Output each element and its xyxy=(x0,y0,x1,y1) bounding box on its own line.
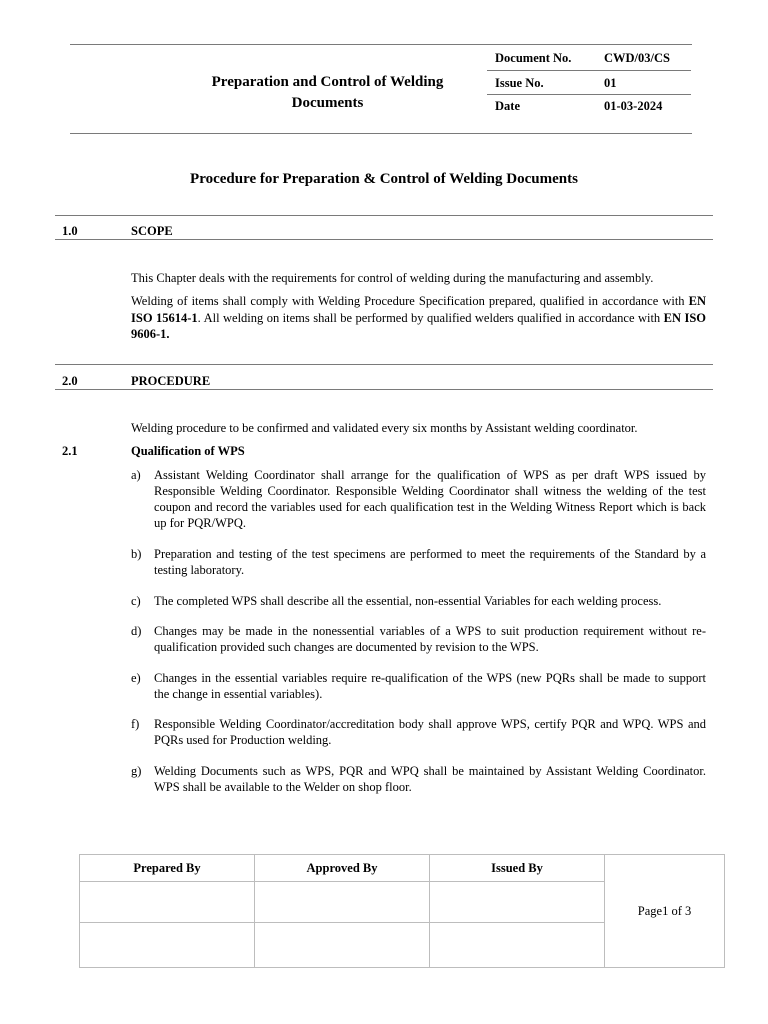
meta-row-date xyxy=(487,95,691,118)
list-letter: a) xyxy=(131,468,141,482)
meta-value: CWD/03/CS xyxy=(604,51,670,65)
approved-by-name-cell xyxy=(255,923,430,968)
prepared-by-name-cell xyxy=(80,923,255,968)
list-letter: e) xyxy=(131,671,141,685)
list-letter: c) xyxy=(131,594,141,608)
list-letter: g) xyxy=(131,764,142,778)
list-text: Changes may be made in the nonessential variables of a WPS to suit production requirement without re-qualification provided such changes are documented by revision to the WPS. xyxy=(154,624,706,654)
meta-row-document-no xyxy=(487,47,691,70)
issued-by-name-cell xyxy=(430,923,605,968)
paragraph-text: Welding of items shall comply with Welding Procedure Specification prepared, qualified in accordance with xyxy=(131,294,689,308)
list-text: Responsible Welding Coordinator/accreditation body shall approve WPS, certify PQR and WPQ. WPS and PQRs used for Production welding. xyxy=(154,717,706,747)
document-title: Procedure for Preparation & Control of Welding Documents xyxy=(190,171,578,187)
list-letter: d) xyxy=(131,624,142,638)
section-rule xyxy=(55,389,713,390)
standard-reference: EN ISO 9606-1. xyxy=(131,310,707,341)
prepared-by-signature-cell xyxy=(80,882,255,923)
list-text: Changes in the essential variables require re-qualification of the WPS (new PQRs shall be made to support the change in essential variables). xyxy=(154,671,706,701)
header-title-line1: Preparation and Control of Welding xyxy=(211,74,444,90)
issued-by-header: Issued By xyxy=(430,855,605,882)
paragraph-text: . All welding on items shall be performed by qualified welders qualified in accordance with xyxy=(197,310,664,325)
header-title-line2: Documents xyxy=(291,95,364,111)
list-text: Welding Documents such as WPS, PQR and WPQ shall be maintained by Assistant Welding Coordinator. WPS shall be available to the Welder on shop floor. xyxy=(154,764,706,794)
approved-by-signature-cell xyxy=(255,882,430,923)
section-number: 2.0 xyxy=(62,374,78,388)
subsection-number: 2.1 xyxy=(62,444,78,458)
section-number: 1.0 xyxy=(62,224,78,238)
meta-value: 01 xyxy=(604,76,617,90)
page-number: Page1 of 3 xyxy=(605,855,725,968)
section-title: PROCEDURE xyxy=(131,374,211,388)
meta-divider xyxy=(487,70,691,71)
standard-reference: EN ISO 15614-1 xyxy=(131,294,706,325)
header-title xyxy=(190,72,465,114)
section-rule xyxy=(55,239,713,240)
list-letter: b) xyxy=(131,547,142,561)
meta-key: Date xyxy=(495,99,520,113)
list-text: Preparation and testing of the test specimens are performed to meet the requirements of the Standard by a testing laboratory. xyxy=(154,547,706,577)
list-letter: f) xyxy=(131,717,140,731)
scope-paragraph-2 xyxy=(131,293,706,343)
header-bottom-rule xyxy=(70,133,692,134)
procedure-intro: Welding procedure to be confirmed and validated every six months by Assistant welding coordinator. xyxy=(131,421,638,435)
section-rule xyxy=(55,364,713,365)
list-text: Assistant Welding Coordinator shall arrange for the qualification of WPS as per draft WPS issued by Responsible Welding Coordinator. Responsible Welding Coordinator shall witness the welding of the test coupon and record the variables used for each qualification test in the Welding Witness Report which is back up for PQR/WPQ. xyxy=(154,468,706,530)
meta-row-issue-no xyxy=(487,72,691,95)
meta-key: Document No. xyxy=(495,51,572,65)
section-title: SCOPE xyxy=(131,224,173,238)
header-top-rule xyxy=(70,44,692,45)
prepared-by-header: Prepared By xyxy=(80,855,255,882)
scope-paragraph-1: This Chapter deals with the requirements for control of welding during the manufacturing and assembly. xyxy=(131,271,654,285)
issued-by-signature-cell xyxy=(430,882,605,923)
meta-value: 01-03-2024 xyxy=(604,99,663,113)
approval-table xyxy=(79,854,725,968)
approved-by-header: Approved By xyxy=(255,855,430,882)
section-rule xyxy=(55,215,713,216)
subsection-title: Qualification of WPS xyxy=(131,444,245,458)
list-text: The completed WPS shall describe all the essential, non-essential Variables for each welding process. xyxy=(154,594,662,608)
meta-key: Issue No. xyxy=(495,76,544,90)
